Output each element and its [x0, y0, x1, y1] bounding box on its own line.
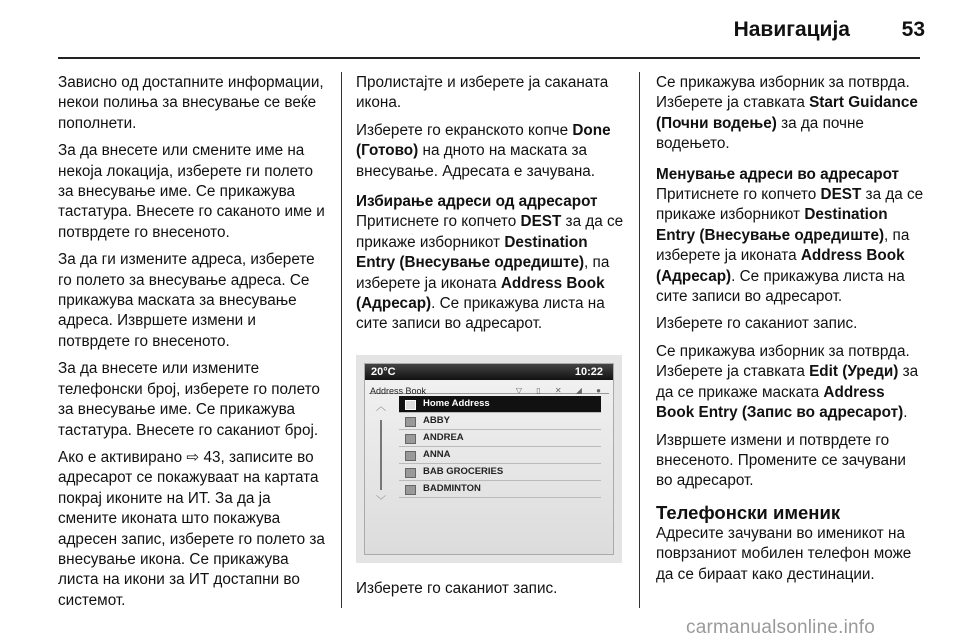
- address-list: [399, 396, 601, 498]
- scrollbar: [375, 398, 387, 508]
- clock: 10:22: [574, 365, 603, 378]
- paragraph: Ако е активирано ⇨ 43, записите во адресарот се покажуваат на картата покрај иконите на ИТ. За да ја смените иконата што покажува адресен запис, изберете го полето за внесување икона. Се прикажува листа на икони за ИТ достапни во системот.: [58, 448, 325, 609]
- column-divider-1: [341, 72, 342, 608]
- screen-title: Address Book ▽ ▯ ✕ ◢ ●: [365, 380, 613, 393]
- column-2: [356, 73, 624, 606]
- column-1: [58, 73, 328, 618]
- contact-icon: [405, 468, 416, 478]
- paragraph: Адресите зачувани во именикот на поврзаниот мобилен телефон може да се бираат како дестинации.: [656, 524, 912, 583]
- list-item: Home Address: [399, 396, 601, 413]
- address-book-screenshot: [356, 355, 622, 563]
- paragraph: Изберете го екранското копче Done (Готово) на дното на маската за внесување. Адресата е зачувана.: [356, 121, 611, 180]
- page-header-title: Навигација: [733, 18, 850, 41]
- screen-status-bar: [365, 364, 613, 380]
- section-heading: Телефонски именик: [656, 501, 841, 523]
- list-item: BADMINTON: [399, 481, 601, 498]
- contact-icon: [405, 451, 416, 461]
- column-divider-2: [639, 72, 640, 608]
- paragraph: Изберете го саканиот запис.: [356, 579, 558, 597]
- watermark: carmanualsonline.info: [686, 617, 876, 638]
- column-3: [656, 73, 924, 592]
- paragraph: Изберете го саканиот запис.: [656, 315, 858, 333]
- section-heading: Избирање адреси од адресарот: [356, 193, 598, 211]
- page-number: 53: [901, 18, 925, 41]
- home-icon: [405, 400, 416, 410]
- paragraph: Извршете измени и потврдете го внесеното. Промените се зачувани во адресарот.: [656, 431, 906, 490]
- paragraph: Се прикажува изборник за потврда. Изберете ја ставката Start Guidance (Почни водење) за да почне водењето.: [656, 74, 918, 153]
- paragraph: Се прикажува изборник за потврда. Изберете ја ставката Edit (Уреди) за да се прикаже маската Address Book Entry (Запис во адресарот).: [656, 342, 919, 422]
- temperature: 20°C: [371, 365, 396, 378]
- section-heading: Менување адреси во адресарот: [656, 165, 900, 183]
- paragraph: Пролистајте и изберете ја саканата икона.: [356, 74, 609, 112]
- contact-icon: [405, 417, 416, 427]
- contact-icon: [405, 485, 416, 495]
- chevron-down-icon: ﹀: [376, 496, 386, 508]
- list-item: ABBY: [399, 413, 601, 430]
- status-icons: ▽ ▯ ✕ ◢ ●: [515, 385, 607, 395]
- paragraph: За да ги измените адреса, изберете го полето за внесување адреса. Се прикажува маската за внесување адреса. Извршете измени и потврдете го внесеното.: [58, 251, 315, 350]
- header-divider: [58, 57, 920, 59]
- paragraph: Зависно од достапните информации, некои полиња за внесување се веќе пополнети.: [58, 74, 324, 132]
- paragraph: Притиснете го копчето DEST за да се прикаже изборникот Destination Entry (Внесување одредиште), па изберете ја иконата Address Book (Адресар). Се прикажува листа на сите записи во адресарот.: [656, 186, 924, 306]
- chevron-up-icon: ︿: [376, 401, 386, 413]
- paragraph: За да внесете или измените телефонски број, изберете го полето за внесување име. Се прикажува тастатура. Внесете го саканиот број.: [58, 360, 320, 439]
- page-reference-arrow-icon: ⇨: [186, 448, 200, 466]
- list-item: ANDREA: [399, 430, 601, 447]
- list-item: BAB GROCERIES: [399, 464, 601, 481]
- paragraph: Притиснете го копчето DEST за да се прикаже изборникот Destination Entry (Внесување одредиште), па изберете ја иконата Address Book (Адресар). Се прикажува листа на сите записи во адресарот.: [356, 213, 624, 333]
- list-item: ANNA: [399, 447, 601, 464]
- paragraph: За да внесете или смените име на некоја локација, изберете ги полето за внесување име. Се прикажува тастатура. Внесете го саканото име и потврдете го внесеното.: [58, 142, 325, 241]
- contact-icon: [405, 434, 416, 444]
